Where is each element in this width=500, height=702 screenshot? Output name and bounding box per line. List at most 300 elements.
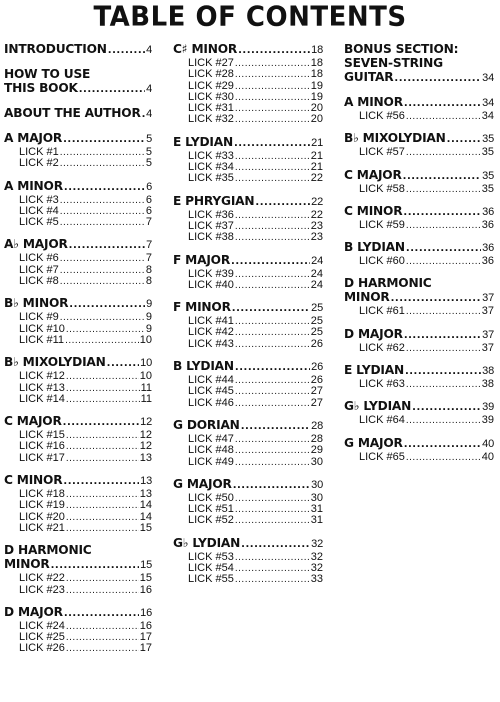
dot-leader <box>66 512 139 523</box>
page-number: 27 <box>310 396 323 409</box>
lick-label: LICK #46 <box>188 396 234 409</box>
toc-lick-entry[interactable] <box>173 114 323 125</box>
toc-lick-entry[interactable] <box>4 312 152 323</box>
page-number: 22 <box>310 208 323 221</box>
lick-label: LICK #19 <box>19 499 65 512</box>
toc-section-heading[interactable] <box>4 473 152 489</box>
lick-label: LICK #62 <box>359 341 405 354</box>
lick-label: LICK #40 <box>188 278 234 291</box>
toc-section-heading[interactable] <box>4 414 152 430</box>
toc-section-heading[interactable] <box>173 477 323 493</box>
toc-section <box>4 355 152 405</box>
dot-leader <box>447 133 482 147</box>
toc-lick-entry[interactable] <box>344 184 494 195</box>
toc-lick-entry[interactable] <box>4 394 152 405</box>
page-number: 11 <box>140 381 152 394</box>
heading-text: G DORIAN <box>173 417 240 432</box>
toc-lick-entry[interactable] <box>173 398 323 409</box>
toc-lick-entry[interactable] <box>4 217 152 228</box>
page-number: 10 <box>139 333 152 346</box>
heading-text: D HARMONIC <box>344 276 432 291</box>
toc-lick-entry[interactable] <box>173 69 323 80</box>
toc-section <box>344 204 494 231</box>
heading-text: D MAJOR <box>4 604 63 619</box>
lick-label: LICK #45 <box>188 385 234 398</box>
lick-label: LICK #32 <box>188 113 234 126</box>
toc-section-heading[interactable] <box>4 179 152 195</box>
dot-leader <box>235 103 310 114</box>
toc-section <box>173 135 323 185</box>
toc-section-heading[interactable] <box>344 204 494 220</box>
lick-label: LICK #10 <box>19 322 65 335</box>
page-number: 7 <box>145 252 152 265</box>
heading-text: B LYDIAN <box>344 240 405 255</box>
page-number: 24 <box>311 254 323 267</box>
toc-section <box>173 477 323 527</box>
toc-lick-entry[interactable] <box>344 452 494 463</box>
dot-leader <box>108 44 145 58</box>
page-number: 9 <box>145 322 152 335</box>
page-number: 40 <box>482 437 494 450</box>
page-number: 7 <box>145 216 152 229</box>
toc-lick-entry[interactable] <box>173 173 323 184</box>
dot-leader <box>66 489 139 500</box>
lick-label: LICK #36 <box>188 208 234 221</box>
dot-leader <box>51 559 140 573</box>
toc-lick-entry[interactable] <box>4 643 152 654</box>
page-number: 12 <box>140 416 152 429</box>
toc-section <box>173 359 323 409</box>
dot-leader <box>406 452 481 463</box>
toc-lick-entry[interactable] <box>173 515 323 526</box>
toc-section <box>344 363 494 390</box>
page-number: 29 <box>310 444 323 457</box>
toc-section-heading[interactable] <box>173 253 323 269</box>
toc-lick-entry[interactable] <box>4 158 152 169</box>
toc-lick-entry[interactable] <box>4 523 152 534</box>
page-number: 38 <box>481 378 494 391</box>
page-number: 10 <box>139 370 152 383</box>
dot-leader <box>394 72 481 86</box>
page-number: 37 <box>482 292 494 305</box>
lick-label: LICK #64 <box>359 414 405 427</box>
dot-leader <box>66 441 139 452</box>
toc-section-heading[interactable] <box>344 276 494 306</box>
page-number: 13 <box>139 451 152 464</box>
toc-section-heading[interactable] <box>344 327 494 343</box>
dot-leader <box>404 438 481 452</box>
toc-lick-entry[interactable] <box>344 111 494 122</box>
dot-leader <box>255 196 310 210</box>
dot-leader <box>66 383 140 394</box>
toc-lick-entry[interactable] <box>173 280 323 291</box>
lick-label: LICK #20 <box>19 510 65 523</box>
page-number: 7 <box>146 239 152 252</box>
toc-section-heading[interactable] <box>173 536 323 552</box>
page-number: 4 <box>146 44 152 56</box>
toc-section-heading[interactable] <box>344 240 494 256</box>
dot-leader <box>66 573 139 584</box>
page-number: 36 <box>482 242 494 255</box>
toc-lick-entry[interactable] <box>344 379 494 390</box>
page-number: 35 <box>482 169 494 182</box>
toc-lick-entry[interactable] <box>344 343 494 354</box>
toc-section-heading[interactable] <box>344 436 494 452</box>
dot-leader <box>235 81 310 92</box>
heading-text: C MAJOR <box>4 414 62 429</box>
lick-label: LICK #60 <box>359 255 405 268</box>
heading-last-line <box>4 81 152 97</box>
page-number: 28 <box>310 432 323 445</box>
dot-leader <box>66 621 139 632</box>
page-number: 32 <box>310 550 323 563</box>
heading-text: F MINOR <box>173 300 231 315</box>
dot-leader <box>241 420 310 434</box>
page-number: 9 <box>145 311 152 324</box>
toc-lick-entry[interactable] <box>4 276 152 287</box>
lick-label: LICK #16 <box>19 440 65 453</box>
toc-lick-entry[interactable] <box>344 415 494 426</box>
toc-section-heading[interactable] <box>344 363 494 379</box>
toc-lick-entry[interactable] <box>344 306 494 317</box>
page-number: 25 <box>310 315 323 328</box>
lick-label: LICK #58 <box>359 182 405 195</box>
toc-section <box>173 253 323 292</box>
dot-leader <box>63 133 145 147</box>
page-number: 36 <box>481 255 494 268</box>
toc-lick-entry[interactable] <box>173 232 323 243</box>
toc-lick-entry[interactable] <box>4 335 152 346</box>
toc-section-heading[interactable] <box>344 42 494 86</box>
dot-leader <box>406 184 481 195</box>
dot-leader <box>235 69 310 80</box>
page-number: 26 <box>311 361 323 374</box>
page-number: 6 <box>145 204 152 217</box>
toc-lick-entry[interactable] <box>4 453 152 464</box>
toc-section <box>4 131 152 170</box>
toc-column-3 <box>344 42 494 472</box>
page-number: 16 <box>139 619 152 632</box>
toc-lick-entry[interactable] <box>173 574 323 585</box>
toc-section <box>344 276 494 317</box>
toc-section-heading[interactable] <box>4 67 152 97</box>
dot-leader <box>60 195 145 206</box>
toc-lick-entry[interactable] <box>4 585 152 596</box>
dot-leader <box>406 415 481 426</box>
dot-leader <box>235 280 310 291</box>
page-number: 34 <box>482 97 494 109</box>
heading-text: HOW TO USE <box>4 67 91 81</box>
lick-label: LICK #30 <box>188 90 234 103</box>
dot-leader <box>79 83 145 97</box>
dot-leader <box>235 221 310 232</box>
toc-lick-entry[interactable] <box>4 573 152 584</box>
dot-leader <box>235 173 310 184</box>
heading-text: ABOUT THE AUTHOR <box>4 106 141 120</box>
lick-label: LICK #54 <box>188 562 234 575</box>
toc-section <box>4 179 152 229</box>
toc-section-heading[interactable] <box>4 131 152 147</box>
toc-section-heading[interactable] <box>173 418 323 434</box>
lick-label: LICK #23 <box>19 583 65 596</box>
page-number: 13 <box>140 475 152 488</box>
toc-lick-entry[interactable] <box>173 386 323 397</box>
page-number: 18 <box>311 44 323 56</box>
toc-section <box>173 194 323 244</box>
dot-leader <box>412 401 481 415</box>
lick-label: LICK #15 <box>19 429 65 442</box>
dot-leader <box>235 114 310 125</box>
toc-section-heading[interactable] <box>4 42 152 58</box>
dot-leader <box>235 210 310 221</box>
toc-section <box>344 436 494 463</box>
toc-lick-entry[interactable] <box>173 457 323 468</box>
toc-section <box>4 414 152 464</box>
page-number: 33 <box>310 573 323 586</box>
dot-leader <box>404 329 481 343</box>
dot-leader <box>406 379 481 390</box>
heading-text: GUITAR <box>344 70 394 84</box>
page-number: 19 <box>310 79 323 92</box>
toc-lick-entry[interactable] <box>4 500 152 511</box>
lick-label: LICK #42 <box>188 326 234 339</box>
toc-lick-entry[interactable] <box>344 220 494 231</box>
dot-leader <box>60 253 145 264</box>
dot-leader <box>231 255 310 269</box>
dot-leader <box>66 430 139 441</box>
lick-label: LICK #22 <box>19 572 65 585</box>
toc-section-heading[interactable] <box>4 355 152 371</box>
page-number: 15 <box>139 521 152 534</box>
toc-section <box>4 67 152 97</box>
toc-section-heading[interactable] <box>344 399 494 415</box>
heading-text: D MAJOR <box>344 326 403 341</box>
page-number: 18 <box>310 68 323 81</box>
lick-label: LICK #39 <box>188 267 234 280</box>
toc-section-heading[interactable] <box>4 543 152 573</box>
dot-leader <box>234 137 310 151</box>
page-number: 34 <box>482 72 494 84</box>
dot-leader <box>66 632 139 643</box>
dot-leader <box>65 335 139 346</box>
lick-label: LICK #7 <box>19 263 59 276</box>
dot-leader <box>235 375 310 386</box>
page-number: 35 <box>481 146 494 159</box>
lick-label: LICK #34 <box>188 161 234 174</box>
toc-section <box>344 399 494 426</box>
toc-section <box>173 536 323 586</box>
page-number: 35 <box>481 182 494 195</box>
heading-text: MINOR <box>4 557 50 572</box>
page-number: 31 <box>310 503 323 516</box>
page-number: 8 <box>145 275 152 288</box>
lick-label: LICK #27 <box>188 57 234 69</box>
page-number: 38 <box>482 365 494 378</box>
lick-label: LICK #13 <box>19 381 65 394</box>
heading-text: A♭ MAJOR <box>4 237 68 252</box>
dot-leader <box>235 552 310 563</box>
lick-label: LICK #4 <box>19 204 59 217</box>
page-number: 22 <box>310 172 323 185</box>
dot-leader <box>235 563 310 574</box>
toc-section <box>4 543 152 596</box>
page-number: 18 <box>310 57 323 69</box>
page-number: 21 <box>310 161 323 174</box>
dot-leader <box>235 386 310 397</box>
heading-text: C MAJOR <box>344 167 402 182</box>
lick-label: LICK #51 <box>188 503 234 516</box>
lick-label: LICK #3 <box>19 193 59 206</box>
page-number: 8 <box>145 263 152 276</box>
page-title: TABLE OF CONTENTS <box>93 1 407 33</box>
heading-text: C♯ MINOR <box>173 42 238 56</box>
dot-leader <box>60 147 145 158</box>
heading-text: D HARMONIC <box>4 543 92 558</box>
toc-section <box>4 605 152 655</box>
lick-label: LICK #14 <box>19 392 65 405</box>
lick-label: LICK #47 <box>188 432 234 445</box>
toc-lick-entry[interactable] <box>173 445 323 456</box>
toc-lick-entry[interactable] <box>344 147 494 158</box>
lick-label: LICK #1 <box>19 146 59 158</box>
heading-text: G♭ LYDIAN <box>173 535 241 550</box>
toc-section-heading[interactable] <box>173 135 323 151</box>
dot-leader <box>235 58 310 69</box>
heading-text: G♭ LYDIAN <box>344 399 412 414</box>
page-number: 27 <box>310 385 323 398</box>
heading-text: A MINOR <box>4 178 63 193</box>
toc-section-heading[interactable] <box>4 237 152 253</box>
lick-label: LICK #55 <box>188 573 234 586</box>
page-number: 32 <box>310 562 323 575</box>
lick-label: LICK #44 <box>188 374 234 387</box>
page-number: 24 <box>310 267 323 280</box>
dot-leader <box>406 242 481 256</box>
page-number: 17 <box>139 631 152 644</box>
dot-leader <box>63 416 140 430</box>
page-number: 9 <box>146 298 152 311</box>
toc-section <box>4 237 152 287</box>
toc-section <box>4 296 152 346</box>
dot-leader <box>66 324 145 335</box>
heading-text: A MINOR <box>344 95 403 109</box>
dot-leader <box>142 108 145 122</box>
lick-label: LICK #61 <box>359 305 405 318</box>
page-number: 30 <box>311 478 323 491</box>
page-number: 39 <box>482 401 494 414</box>
toc-section <box>344 42 494 86</box>
page-number: 12 <box>139 429 152 442</box>
dot-leader <box>107 357 140 371</box>
dot-leader <box>235 327 310 338</box>
toc-column-1 <box>4 42 152 664</box>
toc-section <box>173 300 323 350</box>
toc-lick-entry[interactable] <box>4 371 152 382</box>
toc-section <box>344 327 494 354</box>
page-number: 5 <box>146 133 152 145</box>
page-number: 25 <box>310 326 323 339</box>
dot-leader <box>66 394 140 405</box>
page-number: 20 <box>310 113 323 126</box>
toc-section <box>344 240 494 267</box>
page-number: 36 <box>481 218 494 231</box>
dot-leader <box>235 493 310 504</box>
dot-leader <box>403 206 481 220</box>
toc-section-heading[interactable] <box>173 300 323 316</box>
page-number: 14 <box>139 510 152 523</box>
toc-section-heading[interactable] <box>173 194 323 210</box>
dot-leader <box>69 239 145 253</box>
dot-leader <box>235 316 310 327</box>
dot-leader <box>241 538 310 552</box>
page-number: 13 <box>139 488 152 501</box>
dot-leader <box>233 479 310 493</box>
lick-label: LICK #25 <box>19 631 65 644</box>
heading-last-line <box>344 70 494 86</box>
toc-section-heading[interactable] <box>4 106 152 122</box>
dot-leader <box>66 500 139 511</box>
toc-section-heading[interactable] <box>4 605 152 621</box>
page-number: 25 <box>311 302 323 315</box>
page-number: 6 <box>146 180 152 193</box>
page-number: 14 <box>139 499 152 512</box>
dot-leader <box>235 515 310 526</box>
page-number: 37 <box>481 305 494 318</box>
page-number: 32 <box>311 537 323 550</box>
toc-section-heading[interactable] <box>173 359 323 375</box>
heading-text: E PHRYGIAN <box>173 193 255 208</box>
dot-leader <box>235 92 310 103</box>
lick-label: LICK #63 <box>359 378 405 391</box>
dot-leader <box>235 457 310 468</box>
page-number: 36 <box>482 205 494 218</box>
dot-leader <box>235 232 310 243</box>
toc-section <box>173 42 323 126</box>
page-number: 34 <box>481 110 494 122</box>
lick-label: LICK #12 <box>19 370 65 383</box>
page-number: 15 <box>140 559 152 572</box>
toc-section-heading[interactable] <box>173 42 323 58</box>
toc-section-heading[interactable] <box>344 168 494 184</box>
toc-lick-entry[interactable] <box>344 256 494 267</box>
heading-text: MINOR <box>344 290 390 305</box>
dot-leader <box>235 574 310 585</box>
lick-label: LICK #48 <box>188 444 234 457</box>
page-number: 16 <box>140 606 152 619</box>
page-number: 30 <box>310 455 323 468</box>
page-number: 37 <box>481 341 494 354</box>
dot-leader <box>235 361 310 375</box>
page-number: 26 <box>310 374 323 387</box>
toc-column-2 <box>173 42 323 595</box>
toc-section-heading[interactable] <box>344 95 494 111</box>
heading-last-line <box>344 290 494 306</box>
heading-text: A MAJOR <box>4 131 63 145</box>
toc-section-heading[interactable] <box>344 131 494 147</box>
page-number: 15 <box>139 572 152 585</box>
page-number: 4 <box>146 108 152 120</box>
dot-leader <box>60 158 145 169</box>
lick-label: LICK #33 <box>188 149 234 162</box>
dot-leader <box>405 365 481 379</box>
lick-label: LICK #8 <box>19 275 59 288</box>
dot-leader <box>235 434 310 445</box>
lick-label: LICK #2 <box>19 157 59 170</box>
toc-lick-entry[interactable] <box>173 339 323 350</box>
lick-label: LICK #41 <box>188 315 234 328</box>
heading-text: G MAJOR <box>173 476 232 491</box>
toc-section-heading[interactable] <box>4 296 152 312</box>
